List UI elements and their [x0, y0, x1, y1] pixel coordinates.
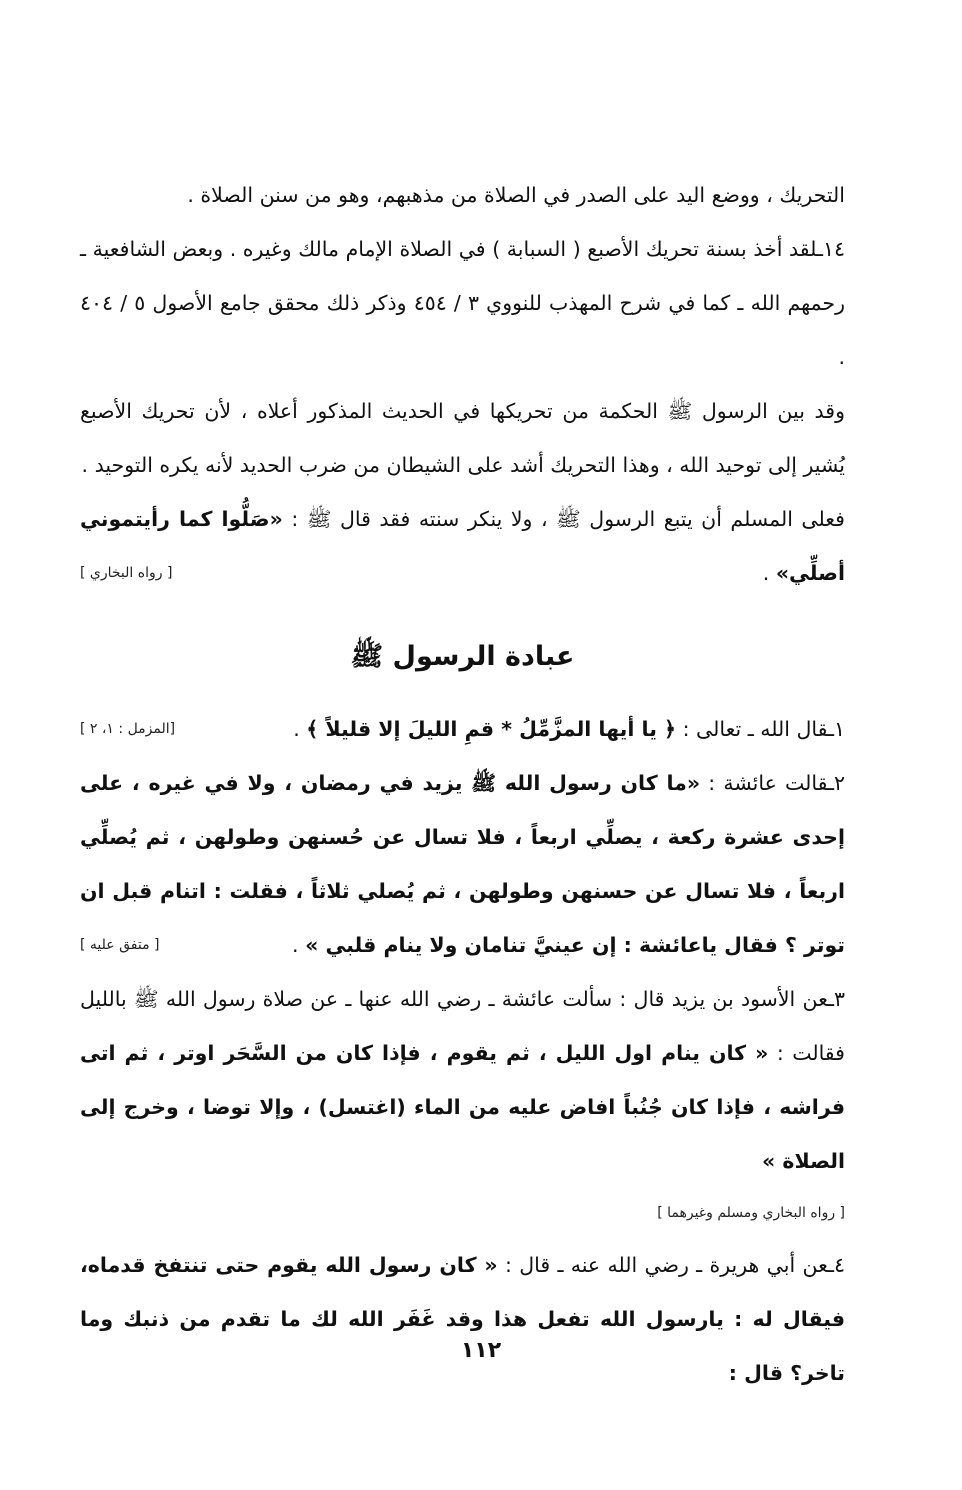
hadith-item-4 — [80, 1238, 845, 1400]
paragraph-note-14 — [80, 222, 845, 384]
hadith-item-2 — [80, 756, 845, 972]
paragraph-text: ١٤ـلقد أخذ بسنة تحريك الأصبع ( السبابة ) في الصلاة الإمام مالك وغيره . وبعض الشافعية ـ رحمهم الله ـ كما في شرح المهذب للنووي ٣ / ٤٥٤ وذكر ذلك محقق جامع الأصول ٥ / ٤٠٤ . — [80, 237, 845, 369]
hadith-item-3 — [80, 972, 845, 1188]
hadith-quote: « كان ينام اول الليل ، ثم يقوم ، فإذا كان من السَّحَر اوتر ، ثم اتى فراشه ، فإذا كان جُنُباً افاض عليه من الماء (اغتسل) ، وإلا توضا ، وخرج إلى الصلاة » — [80, 1041, 845, 1173]
section-title: عبادة الرسول ﷺ — [350, 641, 575, 672]
hadith-quote: « كان رسول الله يقوم حتى تنتفخ قدماه، فيقال له : يارسول الله تفعل هذا وقد غَفَر الله لك ما تقدم من ذنبك وما تاخر؟ قال : — [80, 1253, 845, 1385]
source-reference: [المزمل : ١، ٢ ] — [80, 721, 176, 737]
paragraph-follow-sunnah — [80, 492, 845, 600]
paragraph-text: التحريك ، ووضع اليد على الصدر في الصلاة من مذهبهم، وهو من سنن الصلاة . — [187, 183, 845, 207]
page-body — [80, 168, 845, 1400]
item-intro: ٣ـعن الأسود بن يزيد قال : سألت عائشة ـ رضي الله عنها ـ عن صلاة رسول الله ﷺ بالليل فقالت : — [80, 987, 845, 1065]
paragraph-text: فعلى المسلم أن يتبع الرسول ﷺ ، ولا ينكر سنته فقد قال ﷺ : — [291, 507, 845, 531]
item-intro: ١ـقال الله ـ تعالى : — [682, 717, 845, 741]
hadith-item-1 — [80, 702, 845, 756]
hadith-quote: «صَلُّوا كما رأيتموني أصلِّي» — [80, 507, 845, 585]
paragraph-end: . — [292, 933, 306, 957]
source-reference: [ رواه البخاري ] — [80, 565, 173, 581]
quran-verse: ﴿ يا أيها المزَّمِّلُ * قمِ الليلَ إلا قليلاً ﴾ — [306, 717, 677, 741]
paragraph-wisdom — [80, 384, 845, 492]
hadith-quote: «ما كان رسول الله ﷺ يزيد في رمضان ، ولا في غيره ، على إحدى عشرة ركعة ، يصلِّي اربعاً ، فلا تسال عن حُسنهن وطولهن ، ثم يُصلِّي اربعاً ، فلا تسال عن حسنهن وطولهن ، ثم يُصلي ثلاثاً ، فقلت : اتنام قبل ان توتر ؟ فقال ياعائشة : إن عينيَّ تنامان ولا ينام قلبي » — [80, 771, 845, 957]
item-intro: ٢ـقالت عائشة : — [708, 771, 845, 795]
paragraph-end: . — [762, 561, 776, 585]
source-reference: [ متفق عليه ] — [80, 937, 160, 953]
page-number: ١١٢ — [460, 1338, 502, 1363]
item-intro: ٤ـعن أبي هريرة ـ رضي الله عنه ـ قال : — [504, 1253, 845, 1277]
paragraph-text: وقد بين الرسول ﷺ الحكمة من تحريكها في الحديث المذكور أعلاه ، لأن تحريك الأصبع يُشير إلى توحيد الله ، وهذا التحريك أشد على الشيطان من ضرب الحديد لأنه يكره التوحيد . — [80, 399, 845, 477]
paragraph-continuation — [80, 168, 845, 222]
source-reference: [ رواه البخاري ومسلم وغيرهما ] — [657, 1205, 845, 1221]
paragraph-end: . — [293, 717, 307, 741]
